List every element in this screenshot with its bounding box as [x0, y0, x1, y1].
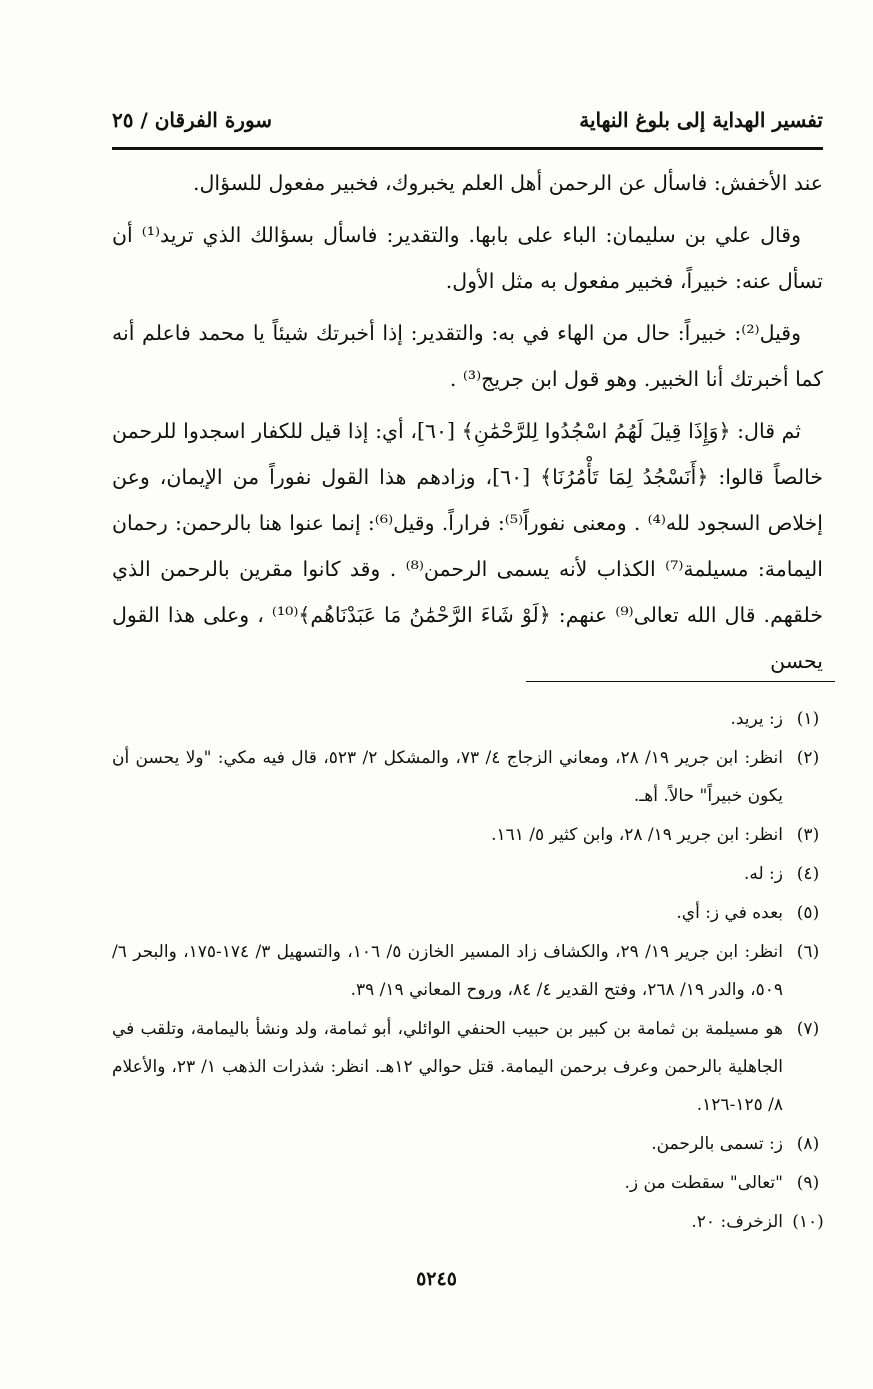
footnote-item	[112, 1010, 833, 1124]
footnote-number: (٤)	[796, 864, 820, 884]
footnote-item	[112, 700, 833, 738]
footnote-item	[112, 1203, 833, 1241]
footnote-text: بعده في ز: أي.	[676, 903, 783, 923]
paragraph: ثم قال: ﴿وَإِذَا قِيلَ لَهُمُ اسْجُدُوا لِلرَّحْمَٰنِ﴾ [٦٠]، أي: إذا قيل للكفار اسجدوا للرحمن خالصاً قالوا: ﴿أَنَسْجُدُ لِمَا تَأْمُرُنَا﴾ [٦٠]، وزادهم هذا القول نفوراً من الإيمان، وعن إخلاص السجود لله⁽⁴⁾ . ومعنى نفوراً⁽⁵⁾: فراراً. وقيل⁽⁶⁾: إنما عنوا هنا بالرحمن: رحمان اليمامة: مسيلمة⁽⁷⁾ الكذاب لأنه يسمى الرحمن⁽⁸⁾ . وقد كانوا مقرين بالرحمن الذي خلقهم. قال الله تعالى⁽⁹⁾ عنهم: ﴿لَوْ شَاءَ الرَّحْمَٰنُ مَا عَبَدْنَاهُم﴾⁽¹⁰⁾ ، وعلى هذا القول يحسن	[112, 419, 823, 673]
footnote-text: هو مسيلمة بن ثمامة بن كبير بن حبيب الحنفي الوائلي، أبو ثمامة، ولد ونشأ باليمامة، وتلقب في الجاهلية بالرحمن وعرف برحمن اليمامة. قتل حوالي ١٢هـ. انظر: شذرات الذهب ١/ ٢٣، والأعلام ٨/ ١٢٥-١٢٦.	[112, 1019, 783, 1115]
footnote-item	[112, 933, 833, 1009]
footnote-number: (٧)	[796, 1019, 820, 1039]
page-number: ٥٢٤٥	[416, 1268, 457, 1290]
footnote-number: (٦)	[796, 942, 820, 962]
footnote-text: ز: يريد.	[730, 709, 783, 729]
footnote-number: (١)	[796, 709, 820, 729]
footnotes	[112, 700, 833, 1242]
footnote-item	[112, 894, 833, 932]
footnote-item	[112, 816, 833, 854]
footnote-text: الزخرف: ٢٠.	[691, 1212, 783, 1232]
footnote-number: (٢)	[796, 748, 820, 768]
footnote-number: (٨)	[796, 1134, 820, 1154]
footnote-item	[112, 1125, 833, 1163]
book-title: تفسير الهداية إلى بلوغ النهاية	[579, 108, 823, 132]
footnote-number: (٥)	[796, 903, 820, 923]
footnote-number: (١٠)	[792, 1212, 824, 1232]
paragraph: وقيل⁽²⁾: خبيراً: حال من الهاء في به: والتقدير: إذا أخبرتك شيئاً يا محمد فاعلم أنه كما أخبرتك أنا الخبير. وهو قول ابن جريج⁽³⁾ .	[112, 321, 823, 391]
footnote-item	[112, 739, 833, 815]
footnote-item	[112, 855, 833, 893]
footnote-text: انظر: ابن جرير ١٩/ ٢٨، وابن كثير ٥/ ١٦١.	[491, 825, 783, 845]
footnote-text: ز: له.	[743, 864, 783, 884]
running-header	[112, 108, 823, 132]
paragraph: وقال علي بن سليمان: الباء على بابها. والتقدير: فاسأل بسؤالك الذي تريد⁽¹⁾ أن تسأل عنه: خبيراً، فخبير مفعول به مثل الأول.	[112, 223, 823, 293]
footnote-text: انظر: ابن جرير ١٩/ ٢٩، والكشاف زاد المسير الخازن ٥/ ١٠٦، والتسهيل ٣/ ١٧٤-١٧٥، والبحر ٦/ ٥٠٩، والدر ١٩/ ٢٦٨، وفتح القدير ٤/ ٨٤، وروح المعاني ١٩/ ٣٩.	[112, 942, 783, 1000]
footnote-number: (٩)	[796, 1173, 820, 1193]
footnote-divider	[526, 681, 835, 682]
header-divider	[112, 147, 823, 150]
footnote-text: "تعالى" سقطت من ز.	[624, 1173, 783, 1193]
surah-title: سورة الفرقان / ٢٥	[112, 108, 273, 132]
main-text	[112, 160, 823, 690]
footnote-text: ز: تسمى بالرحمن.	[651, 1134, 783, 1154]
footnote-item	[112, 1164, 833, 1202]
footnote-number: (٣)	[796, 825, 820, 845]
footnote-text: انظر: ابن جرير ١٩/ ٢٨، ومعاني الزجاج ٤/ ٧٣، والمشكل ٢/ ٥٢٣، قال فيه مكي: "ولا يحسن أن يكون خبيراً" حالاً. أهـ.	[112, 748, 783, 806]
paragraph: عند الأخفش: فاسأل عن الرحمن أهل العلم يخبروك، فخبير مفعول للسؤال.	[193, 171, 823, 195]
